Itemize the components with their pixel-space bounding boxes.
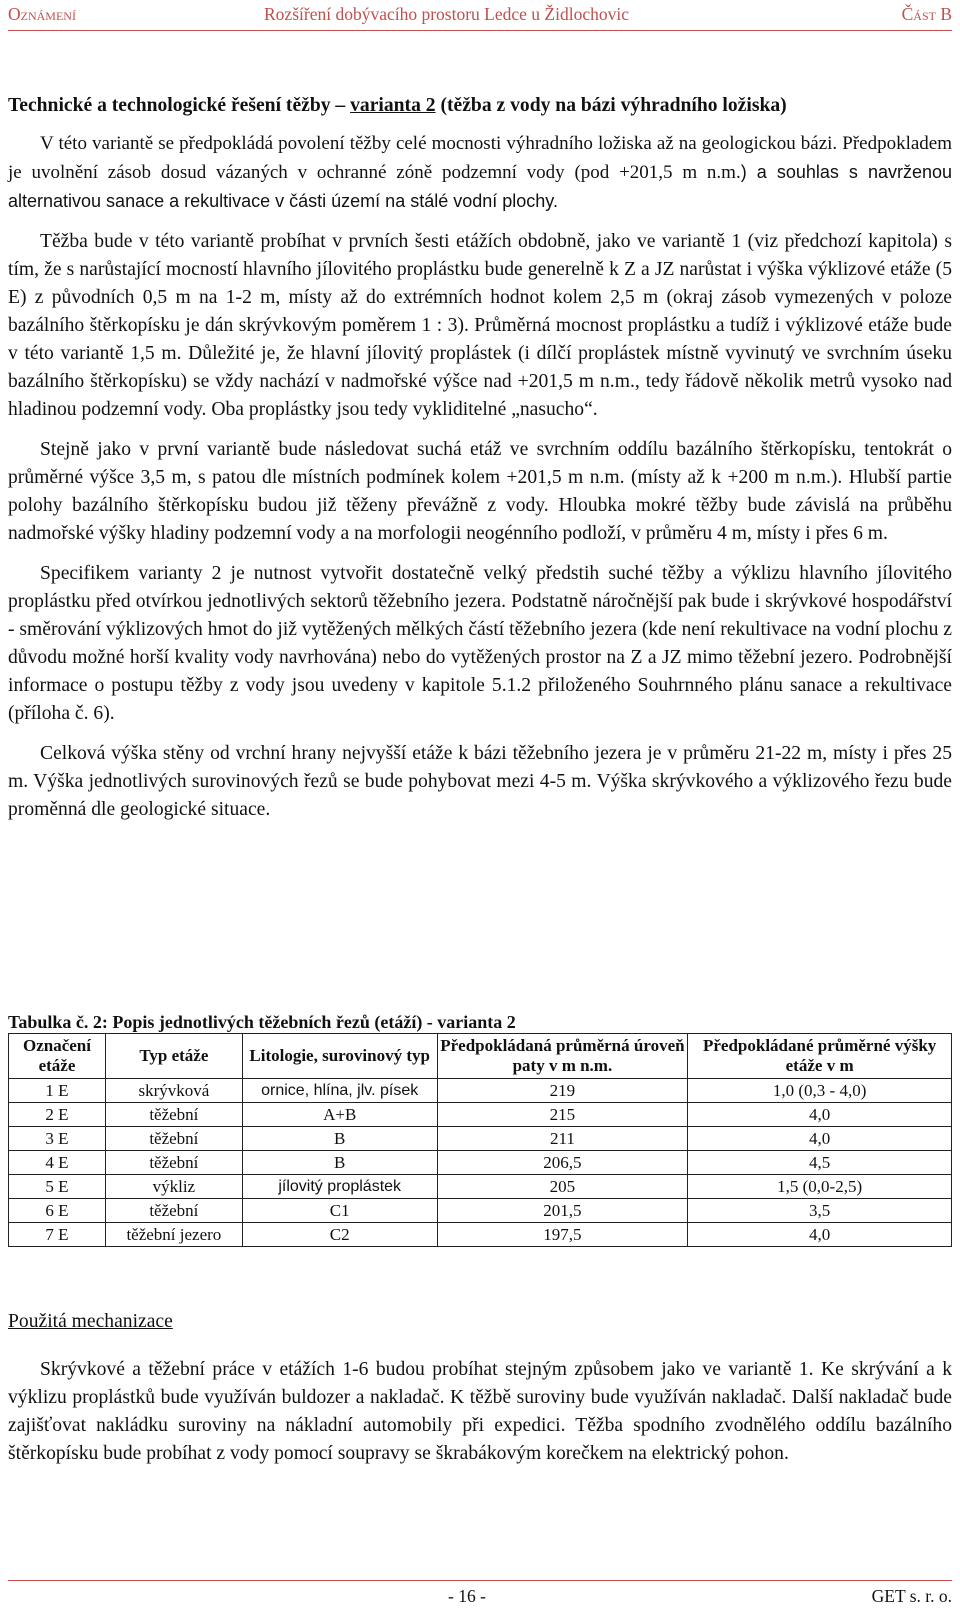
header-part: Část B [901, 4, 952, 24]
page-header [8, 0, 952, 30]
paragraph-1-part-1: V této variantě se předpokládá povolení těžby celé mocnosti výhradního ložiska až na geologickou bázi. Předpokladem je uvolnění zásob dosud vázaných v ochranné zóně podzemní vody (pod +201,5 m n.m. [8, 133, 952, 183]
cell-uroven: 211 [437, 1127, 688, 1151]
etaze-table [8, 1033, 952, 1247]
paragraph-1 [8, 130, 952, 216]
footer-organization: GET s. r. o. [871, 1586, 952, 1606]
cell-typ: těžební [105, 1103, 242, 1127]
mechanizace-section [8, 1308, 952, 1468]
page-number: - 16 - [448, 1586, 486, 1606]
cell-vyska: 4,0 [688, 1127, 952, 1151]
cell-etaz: 6 E [9, 1199, 106, 1223]
cell-typ: těžební [105, 1127, 242, 1151]
mechanizace-title: Použitá mechanizace [8, 1311, 173, 1332]
cell-vyska: 4,5 [688, 1151, 952, 1175]
cell-etaz: 7 E [9, 1223, 106, 1247]
table-row [9, 1199, 952, 1223]
heading-prefix: Technické a technologické řešení těžby – [8, 95, 351, 116]
cell-vyska: 1,5 (0,0-2,5) [688, 1175, 952, 1199]
cell-litologie: B [242, 1151, 437, 1175]
table-row [9, 1223, 952, 1247]
heading-suffix: (těžba z vody na bázi výhradního ložiska) [435, 95, 787, 116]
header-vyska: Předpokládané průměrné výšky etáže v m [688, 1034, 952, 1079]
header-divider [8, 30, 952, 31]
cell-litologie: C1 [242, 1199, 437, 1223]
cell-litologie: B [242, 1127, 437, 1151]
cell-litologie: ornice, hlína, jlv. písek [242, 1079, 437, 1103]
header-title: Rozšíření dobývacího prostoru Ledce u Židlochovic [264, 4, 629, 24]
header-litologie: Litologie, surovinový typ [242, 1034, 437, 1079]
paragraph-2: Těžba bude v této variantě probíhat v prvních šesti etážích obdobně, jako ve variantě 1 (viz předchozí kapitola) s tím, že s narůstající mocností hlavního jílovitého proplástku bude generelně k Z a JZ narůstat i výška výklizové etáže (5 E) z původních 0,5 m na 1-2 m, místy až do extrémních hodnot kolem 2,5 m (okraj zásob vymezených v poloze bazálního štěrkopísku je dán skrývkovým poměrem 1 : 3). Průměrná mocnost proplástku a tudíž i výklizové etáže bude v této variantě 1,5 m. Důležité je, že hlavní jílovitý proplástek (i dílčí proplástek místně vyvinutý ve svrchním úseku bazálního štěrkopísku) se vždy nachází v nadmořské výšce nad +201,5 m n.m., tedy řádově několik metrů vysoko nad hladinou podzemní vody. Oba proplástky jsou tedy vykliditelné „nasucho“. [8, 231, 952, 420]
table-caption: Tabulka č. 2: Popis jednotlivých těžebních řezů (etáží) - varianta 2 [8, 1011, 587, 1034]
cell-typ: výkliz [105, 1175, 242, 1199]
cell-typ: skrývková [105, 1079, 242, 1103]
paragraph-5: Celková výška stěny od vrchní hrany nejvyšší etáže k bázi těžebního jezera je v průměru 21-22 m, místy i přes 25 m. Výška jednotlivých surovinových řezů se bude pohybovat mezi 4-5 m. Výška skrývkového a výklizového řezu bude proměnná dle geologické situace. [8, 743, 952, 820]
table-row [9, 1175, 952, 1199]
cell-litologie: jílovitý proplástek [242, 1175, 437, 1199]
header-document-type: Oznámení [8, 4, 76, 24]
cell-etaz: 4 E [9, 1151, 106, 1175]
cell-etaz: 2 E [9, 1103, 106, 1127]
table-row [9, 1103, 952, 1127]
cell-etaz: 5 E [9, 1175, 106, 1199]
main-content [8, 92, 952, 824]
cell-vyska: 4,0 [688, 1223, 952, 1247]
cell-typ: těžební [105, 1151, 242, 1175]
cell-uroven: 206,5 [437, 1151, 688, 1175]
header-typ: Typ etáže [105, 1034, 242, 1079]
cell-uroven: 197,5 [437, 1223, 688, 1247]
paragraph-3: Stejně jako v první variantě bude následovat suchá etáž ve svrchním oddílu bazálního štěrkopísku, tentokrát o průměrné výšce 3,5 m, s patou dle místních podmínek kolem +201,5 m n.m. (místy až k +200 m n.m.). Hlubší partie polohy bazálního štěrkopísku budou již těženy převážně z vody. Hloubka mokré těžby bude závislá na průběhu nadmořské výšky hladiny podzemní vody a na morfologii neogénního podloží, v průměru 4 m, místy i přes 6 m. [8, 439, 952, 544]
cell-etaz: 3 E [9, 1127, 106, 1151]
cell-litologie: C2 [242, 1223, 437, 1247]
cell-uroven: 215 [437, 1103, 688, 1127]
paragraph-4: Specifikem varianty 2 je nutnost vytvořit dostatečně velký předstih suché těžby a výklizu hlavního jílovitého proplástku před otvírkou jednotlivých sektorů těžebního jezera. Podstatně náročnější pak bude i skrývkové hospodářství - směrování výklizových hmot do již vytěžených mělkých částí těžebního jezera (kde není rekultivace na vodní plochu z důvodu možné horší kvality vody navrhována) nebo do vytěžených prostor na Z a JZ mimo těžební jezero. Podrobnější informace o postupu těžby z vody jsou uvedeny v kapitole 5.1.2 přiloženého Souhrnného plánu sanace a rekultivace (příloha č. 6). [8, 563, 952, 724]
cell-typ: těžební jezero [105, 1223, 242, 1247]
cell-vyska: 3,5 [688, 1199, 952, 1223]
cell-uroven: 201,5 [437, 1199, 688, 1223]
table-header-row [9, 1034, 952, 1079]
cell-vyska: 1,0 (0,3 - 4,0) [688, 1079, 952, 1103]
cell-typ: těžební [105, 1199, 242, 1223]
footer-divider [8, 1580, 952, 1581]
header-uroven: Předpokládaná průměrná úroveň paty v m n.m. [437, 1034, 688, 1079]
mechanizace-text: Skrývkové a těžební práce v etážích 1-6 budou probíhat stejným způsobem jako ve variantě 1. Ke skrývání a k výklizu proplástků bude využíván buldozer a nakladač. K těžbě suroviny bude využíván nakladač. Další nakladač bude zajišťovat nakládku suroviny na nákladní automobily při expedici. Těžba spodního zvodnělého oddílu bazálního štěrkopísku bude probíhat z vody pomocí soupravy se škrabákovým korečkem na elektrický pohon. [8, 1359, 952, 1464]
cell-litologie: A+B [242, 1103, 437, 1127]
table-row [9, 1127, 952, 1151]
cell-etaz: 1 E [9, 1079, 106, 1103]
table-row [9, 1079, 952, 1103]
cell-vyska: 4,0 [688, 1103, 952, 1127]
header-oznaceni: Označení etáže [9, 1034, 106, 1079]
cell-uroven: 219 [437, 1079, 688, 1103]
table-row [9, 1151, 952, 1175]
heading-variant: varianta 2 [350, 95, 436, 116]
section-heading [8, 92, 952, 120]
paragraph-1-part-2: ) a souhlas s navrženou alternativou sanace a rekultivace v části území na stálé vodní plochy. [8, 162, 953, 211]
cell-uroven: 205 [437, 1175, 688, 1199]
